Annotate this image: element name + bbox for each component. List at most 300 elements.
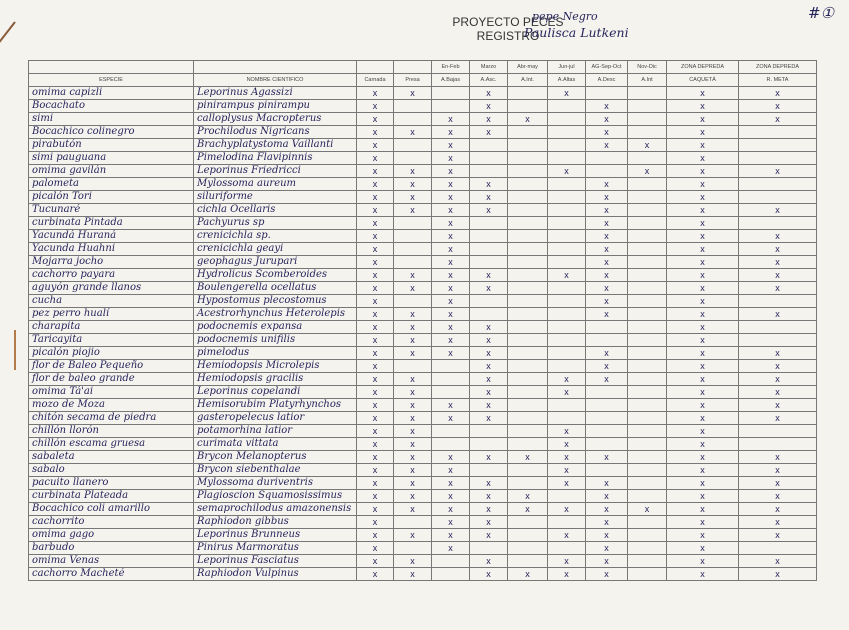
check-mark-cell (432, 360, 470, 373)
check-mark-cell: x (394, 386, 432, 399)
species-scientific-name: calloplysus Macropterus (194, 113, 357, 126)
check-mark-cell (508, 308, 548, 321)
species-common-name: cachorrito (29, 516, 194, 529)
check-mark-cell: x (432, 451, 470, 464)
check-mark-cell: x (357, 217, 394, 230)
check-mark-cell (739, 139, 817, 152)
check-mark-cell (394, 256, 432, 269)
check-mark-cell (548, 412, 586, 425)
table-row (29, 308, 817, 321)
col-cientifico: NOMBRE CIENTIFICO (194, 74, 357, 87)
check-mark-cell (548, 230, 586, 243)
check-mark-cell: x (586, 308, 628, 321)
table-row (29, 295, 817, 308)
check-mark-cell: x (432, 282, 470, 295)
check-mark-cell: x (586, 568, 628, 581)
check-mark-cell: x (739, 269, 817, 282)
check-mark-cell: x (586, 178, 628, 191)
check-mark-cell: x (548, 529, 586, 542)
col-jun-jul-sub: A.Altas (548, 74, 586, 87)
species-scientific-name: Hydrolicus Scomberoides (194, 269, 357, 282)
check-mark-cell: x (667, 568, 739, 581)
check-mark-cell: x (739, 87, 817, 100)
table-row (29, 451, 817, 464)
check-mark-cell (394, 230, 432, 243)
check-mark-cell: x (432, 334, 470, 347)
check-mark-cell: x (586, 477, 628, 490)
check-mark-cell: x (357, 425, 394, 438)
check-mark-cell (628, 438, 667, 451)
check-mark-cell (470, 243, 508, 256)
species-common-name: cucha (29, 295, 194, 308)
check-mark-cell: x (394, 399, 432, 412)
check-mark-cell (432, 568, 470, 581)
check-mark-cell: x (739, 503, 817, 516)
species-common-name: sabaleta (29, 451, 194, 464)
species-scientific-name: Plagioscion Squamosissimus (194, 490, 357, 503)
check-mark-cell (508, 360, 548, 373)
table-row (29, 529, 817, 542)
check-mark-cell: x (470, 191, 508, 204)
species-common-name: curbinata Plateada (29, 490, 194, 503)
check-mark-cell: x (394, 334, 432, 347)
check-mark-cell: x (394, 555, 432, 568)
check-mark-cell: x (739, 451, 817, 464)
check-mark-cell (548, 321, 586, 334)
check-mark-cell (508, 126, 548, 139)
sheet-number: #① (808, 4, 835, 22)
check-mark-cell: x (470, 87, 508, 100)
check-mark-cell (508, 438, 548, 451)
check-mark-cell: x (357, 243, 394, 256)
check-mark-cell: x (667, 321, 739, 334)
check-mark-cell: x (508, 451, 548, 464)
check-mark-cell: x (470, 100, 508, 113)
table-row (29, 269, 817, 282)
species-common-name: picalón piojio (29, 347, 194, 360)
check-mark-cell: x (470, 126, 508, 139)
check-mark-cell: x (357, 334, 394, 347)
check-mark-cell (432, 386, 470, 399)
check-mark-cell (548, 516, 586, 529)
check-mark-cell (508, 87, 548, 100)
check-mark-cell (508, 243, 548, 256)
check-mark-cell (548, 217, 586, 230)
species-scientific-name: Boulengerella ocellatus (194, 282, 357, 295)
check-mark-cell (508, 529, 548, 542)
col-jun-jul: Jun-jul (548, 61, 586, 74)
check-mark-cell (628, 399, 667, 412)
check-mark-cell (432, 373, 470, 386)
check-mark-cell: x (667, 139, 739, 152)
check-mark-cell (586, 399, 628, 412)
check-mark-cell: x (357, 360, 394, 373)
species-common-name: Tucunaré (29, 204, 194, 217)
check-mark-cell: x (667, 191, 739, 204)
species-common-name: Mojarra jocho (29, 256, 194, 269)
table-row (29, 555, 817, 568)
check-mark-cell: x (470, 503, 508, 516)
col-especie: ESPECIE (29, 74, 194, 87)
check-mark-cell: x (357, 87, 394, 100)
check-mark-cell: x (586, 243, 628, 256)
check-mark-cell (586, 412, 628, 425)
check-mark-cell (548, 256, 586, 269)
table-row (29, 321, 817, 334)
check-mark-cell (470, 256, 508, 269)
col-zona-1: ZONA DEPREDA (667, 61, 739, 74)
species-common-name: omima gavilán (29, 165, 194, 178)
species-scientific-name: podocnemis unifilis (194, 334, 357, 347)
table-row (29, 230, 817, 243)
check-mark-cell (628, 373, 667, 386)
check-mark-cell: x (586, 282, 628, 295)
check-mark-cell (394, 360, 432, 373)
table-row (29, 126, 817, 139)
species-common-name: picalón Tori (29, 191, 194, 204)
species-scientific-name: Mylossoma duriventris (194, 477, 357, 490)
species-common-name: mozo de Moza (29, 399, 194, 412)
check-mark-cell (586, 87, 628, 100)
table-row (29, 152, 817, 165)
species-common-name: Bocachico coli amarillo (29, 503, 194, 516)
species-scientific-name: Hypostomus plecostomus (194, 295, 357, 308)
check-mark-cell (508, 269, 548, 282)
species-common-name: sabalo (29, 464, 194, 477)
check-mark-cell (628, 113, 667, 126)
check-mark-cell (470, 165, 508, 178)
check-mark-cell: x (394, 308, 432, 321)
check-mark-cell: x (508, 113, 548, 126)
col-abr-may: Abr-may (508, 61, 548, 74)
check-mark-cell: x (394, 165, 432, 178)
check-mark-cell: x (667, 87, 739, 100)
check-mark-cell: x (394, 425, 432, 438)
check-mark-cell (432, 425, 470, 438)
check-mark-cell: x (586, 217, 628, 230)
col-carnada: Carnada (357, 74, 394, 87)
check-mark-cell: x (357, 282, 394, 295)
check-mark-cell (548, 100, 586, 113)
check-mark-cell (628, 425, 667, 438)
check-mark-cell: x (432, 503, 470, 516)
check-mark-cell: x (586, 113, 628, 126)
check-mark-cell: x (470, 555, 508, 568)
check-mark-cell: x (470, 477, 508, 490)
species-common-name: chitón secama de piedra (29, 412, 194, 425)
species-scientific-name: Leporinus Fasciatus (194, 555, 357, 568)
check-mark-cell (628, 100, 667, 113)
check-mark-cell (628, 542, 667, 555)
check-mark-cell: x (739, 490, 817, 503)
check-mark-cell (628, 126, 667, 139)
check-mark-cell (508, 321, 548, 334)
check-mark-cell: x (548, 386, 586, 399)
check-mark-cell: x (432, 308, 470, 321)
check-mark-cell: x (739, 477, 817, 490)
species-scientific-name: pinirampus pinirampu (194, 100, 357, 113)
check-mark-cell: x (432, 269, 470, 282)
check-mark-cell (508, 477, 548, 490)
check-mark-cell (508, 282, 548, 295)
check-mark-cell (508, 425, 548, 438)
check-mark-cell: x (470, 178, 508, 191)
table-row (29, 373, 817, 386)
check-mark-cell (739, 178, 817, 191)
check-mark-cell (739, 334, 817, 347)
check-mark-cell (628, 178, 667, 191)
species-scientific-name: crenicichla geayi (194, 243, 357, 256)
table-row (29, 191, 817, 204)
check-mark-cell: x (586, 100, 628, 113)
check-mark-cell: x (470, 360, 508, 373)
check-mark-cell: x (470, 529, 508, 542)
check-mark-cell (508, 373, 548, 386)
check-mark-cell: x (548, 373, 586, 386)
check-mark-cell: x (548, 165, 586, 178)
check-mark-cell: x (739, 360, 817, 373)
check-mark-cell: x (394, 503, 432, 516)
check-mark-cell (470, 425, 508, 438)
table-row (29, 425, 817, 438)
check-mark-cell: x (470, 334, 508, 347)
check-mark-cell: x (667, 243, 739, 256)
check-mark-cell: x (470, 347, 508, 360)
check-mark-cell: x (739, 386, 817, 399)
check-mark-cell (470, 152, 508, 165)
check-mark-cell: x (357, 542, 394, 555)
check-mark-cell (628, 191, 667, 204)
col-zona-2: ZONA DEPREDA (739, 61, 817, 74)
species-scientific-name: crenicichla sp. (194, 230, 357, 243)
check-mark-cell (548, 113, 586, 126)
check-mark-cell: x (628, 165, 667, 178)
species-common-name: pirabutón (29, 139, 194, 152)
check-mark-cell: x (357, 269, 394, 282)
check-mark-cell (628, 451, 667, 464)
check-mark-cell (548, 542, 586, 555)
check-mark-cell: x (739, 308, 817, 321)
check-mark-cell (628, 256, 667, 269)
check-mark-cell (548, 204, 586, 217)
blank-cell (194, 61, 357, 74)
col-marzo-sub: A.Asc. (470, 74, 508, 87)
species-common-name: aguyón grande llanos (29, 282, 194, 295)
check-mark-cell: x (357, 386, 394, 399)
check-mark-cell: x (357, 321, 394, 334)
table-row (29, 490, 817, 503)
check-mark-cell: x (432, 490, 470, 503)
species-common-name: Bocachico colinegro (29, 126, 194, 139)
check-mark-cell: x (667, 282, 739, 295)
species-scientific-name: siluriforme (194, 191, 357, 204)
check-mark-cell: x (432, 477, 470, 490)
col-nov-dic-sub: A.Int (628, 74, 667, 87)
check-mark-cell: x (432, 191, 470, 204)
species-scientific-name: Pinirus Marmoratus (194, 542, 357, 555)
check-mark-cell: x (667, 152, 739, 165)
check-mark-cell: x (470, 451, 508, 464)
check-mark-cell (394, 100, 432, 113)
blank-cell (357, 61, 394, 74)
table-row (29, 503, 817, 516)
check-mark-cell (586, 386, 628, 399)
check-mark-cell: x (470, 386, 508, 399)
check-mark-cell: x (470, 568, 508, 581)
col-ene-feb-sub: A.Bajas (432, 74, 470, 87)
check-mark-cell (739, 191, 817, 204)
check-mark-cell: x (470, 269, 508, 282)
check-mark-cell: x (470, 282, 508, 295)
check-mark-cell: x (667, 464, 739, 477)
check-mark-cell: x (394, 438, 432, 451)
check-mark-cell: x (470, 113, 508, 126)
check-mark-cell (628, 269, 667, 282)
species-common-name: chillón llorón (29, 425, 194, 438)
check-mark-cell: x (667, 451, 739, 464)
check-mark-cell (548, 490, 586, 503)
check-mark-cell (628, 204, 667, 217)
check-mark-cell: x (508, 568, 548, 581)
handwritten-note-2: Paulisca Lutkeni (524, 25, 629, 40)
check-mark-cell: x (470, 412, 508, 425)
check-mark-cell (628, 360, 667, 373)
check-mark-cell: x (739, 373, 817, 386)
table-row (29, 477, 817, 490)
check-mark-cell (628, 386, 667, 399)
check-mark-cell: x (432, 230, 470, 243)
check-mark-cell (432, 555, 470, 568)
check-mark-cell: x (548, 438, 586, 451)
species-common-name: flor de baleo grande (29, 373, 194, 386)
species-common-name: omima Tá'ai (29, 386, 194, 399)
check-mark-cell: x (586, 451, 628, 464)
check-mark-cell (628, 568, 667, 581)
check-mark-cell: x (667, 126, 739, 139)
check-mark-cell: x (739, 282, 817, 295)
check-mark-cell: x (586, 230, 628, 243)
check-mark-cell: x (357, 464, 394, 477)
check-mark-cell: x (548, 87, 586, 100)
check-mark-cell: x (470, 321, 508, 334)
check-mark-cell (739, 425, 817, 438)
species-scientific-name: Hemisorubim Platyrhynchos (194, 399, 357, 412)
col-ag-sep-oct: AG-Sep-Oct (586, 61, 628, 74)
check-mark-cell: x (548, 568, 586, 581)
table-row (29, 464, 817, 477)
check-mark-cell (548, 139, 586, 152)
check-mark-cell (628, 347, 667, 360)
check-mark-cell: x (667, 178, 739, 191)
check-mark-cell: x (357, 347, 394, 360)
check-mark-cell: x (739, 412, 817, 425)
table-row (29, 399, 817, 412)
check-mark-cell: x (667, 295, 739, 308)
check-mark-cell: x (357, 152, 394, 165)
check-mark-cell (394, 516, 432, 529)
species-common-name: flor de Baleo Pequeño (29, 360, 194, 373)
species-scientific-name: Brycon siebenthalae (194, 464, 357, 477)
check-mark-cell: x (394, 126, 432, 139)
check-mark-cell (548, 347, 586, 360)
check-mark-cell: x (394, 373, 432, 386)
check-mark-cell: x (586, 269, 628, 282)
check-mark-cell: x (394, 282, 432, 295)
check-mark-cell: x (739, 464, 817, 477)
pen-stroke (0, 21, 16, 52)
check-mark-cell: x (357, 373, 394, 386)
species-common-name: omima Venas (29, 555, 194, 568)
check-mark-cell: x (432, 178, 470, 191)
check-mark-cell: x (357, 516, 394, 529)
table-row (29, 360, 817, 373)
check-mark-cell (394, 542, 432, 555)
table-row (29, 412, 817, 425)
table-row (29, 243, 817, 256)
check-mark-cell (548, 126, 586, 139)
species-common-name: palometa (29, 178, 194, 191)
check-mark-cell: x (470, 204, 508, 217)
blank-cell (394, 61, 432, 74)
check-mark-cell (628, 295, 667, 308)
species-common-name: Taricayita (29, 334, 194, 347)
col-nov-dic: Nov-Dic (628, 61, 667, 74)
check-mark-cell: x (739, 529, 817, 542)
table-row (29, 87, 817, 100)
check-mark-cell (394, 113, 432, 126)
check-mark-cell (739, 438, 817, 451)
check-mark-cell (508, 542, 548, 555)
table-row (29, 516, 817, 529)
check-mark-cell (628, 87, 667, 100)
table-row (29, 282, 817, 295)
col-ene-feb: En-Feb (432, 61, 470, 74)
check-mark-cell (548, 191, 586, 204)
check-mark-cell: x (548, 503, 586, 516)
check-mark-cell: x (586, 256, 628, 269)
check-mark-cell: x (667, 217, 739, 230)
check-mark-cell: x (548, 477, 586, 490)
species-common-name: Yacundá Huraná (29, 230, 194, 243)
table-row (29, 347, 817, 360)
check-mark-cell (739, 295, 817, 308)
check-mark-cell (508, 386, 548, 399)
check-mark-cell (628, 490, 667, 503)
check-mark-cell: x (357, 529, 394, 542)
species-scientific-name: Leporinus Friedricci (194, 165, 357, 178)
check-mark-cell: x (394, 490, 432, 503)
col-marzo: Marzo (470, 61, 508, 74)
check-mark-cell: x (667, 477, 739, 490)
check-mark-cell (628, 477, 667, 490)
check-mark-cell (470, 295, 508, 308)
check-mark-cell: x (586, 347, 628, 360)
check-mark-cell (508, 152, 548, 165)
check-mark-cell (508, 191, 548, 204)
table-row (29, 113, 817, 126)
species-common-name: simi (29, 113, 194, 126)
check-mark-cell: x (432, 204, 470, 217)
check-mark-cell: x (548, 269, 586, 282)
check-mark-cell: x (667, 269, 739, 282)
check-mark-cell: x (394, 87, 432, 100)
check-mark-cell (548, 152, 586, 165)
check-mark-cell (586, 321, 628, 334)
check-mark-cell: x (357, 438, 394, 451)
check-mark-cell: x (432, 412, 470, 425)
col-presa: Presa (394, 74, 432, 87)
species-scientific-name: cichla Ocellaris (194, 204, 357, 217)
